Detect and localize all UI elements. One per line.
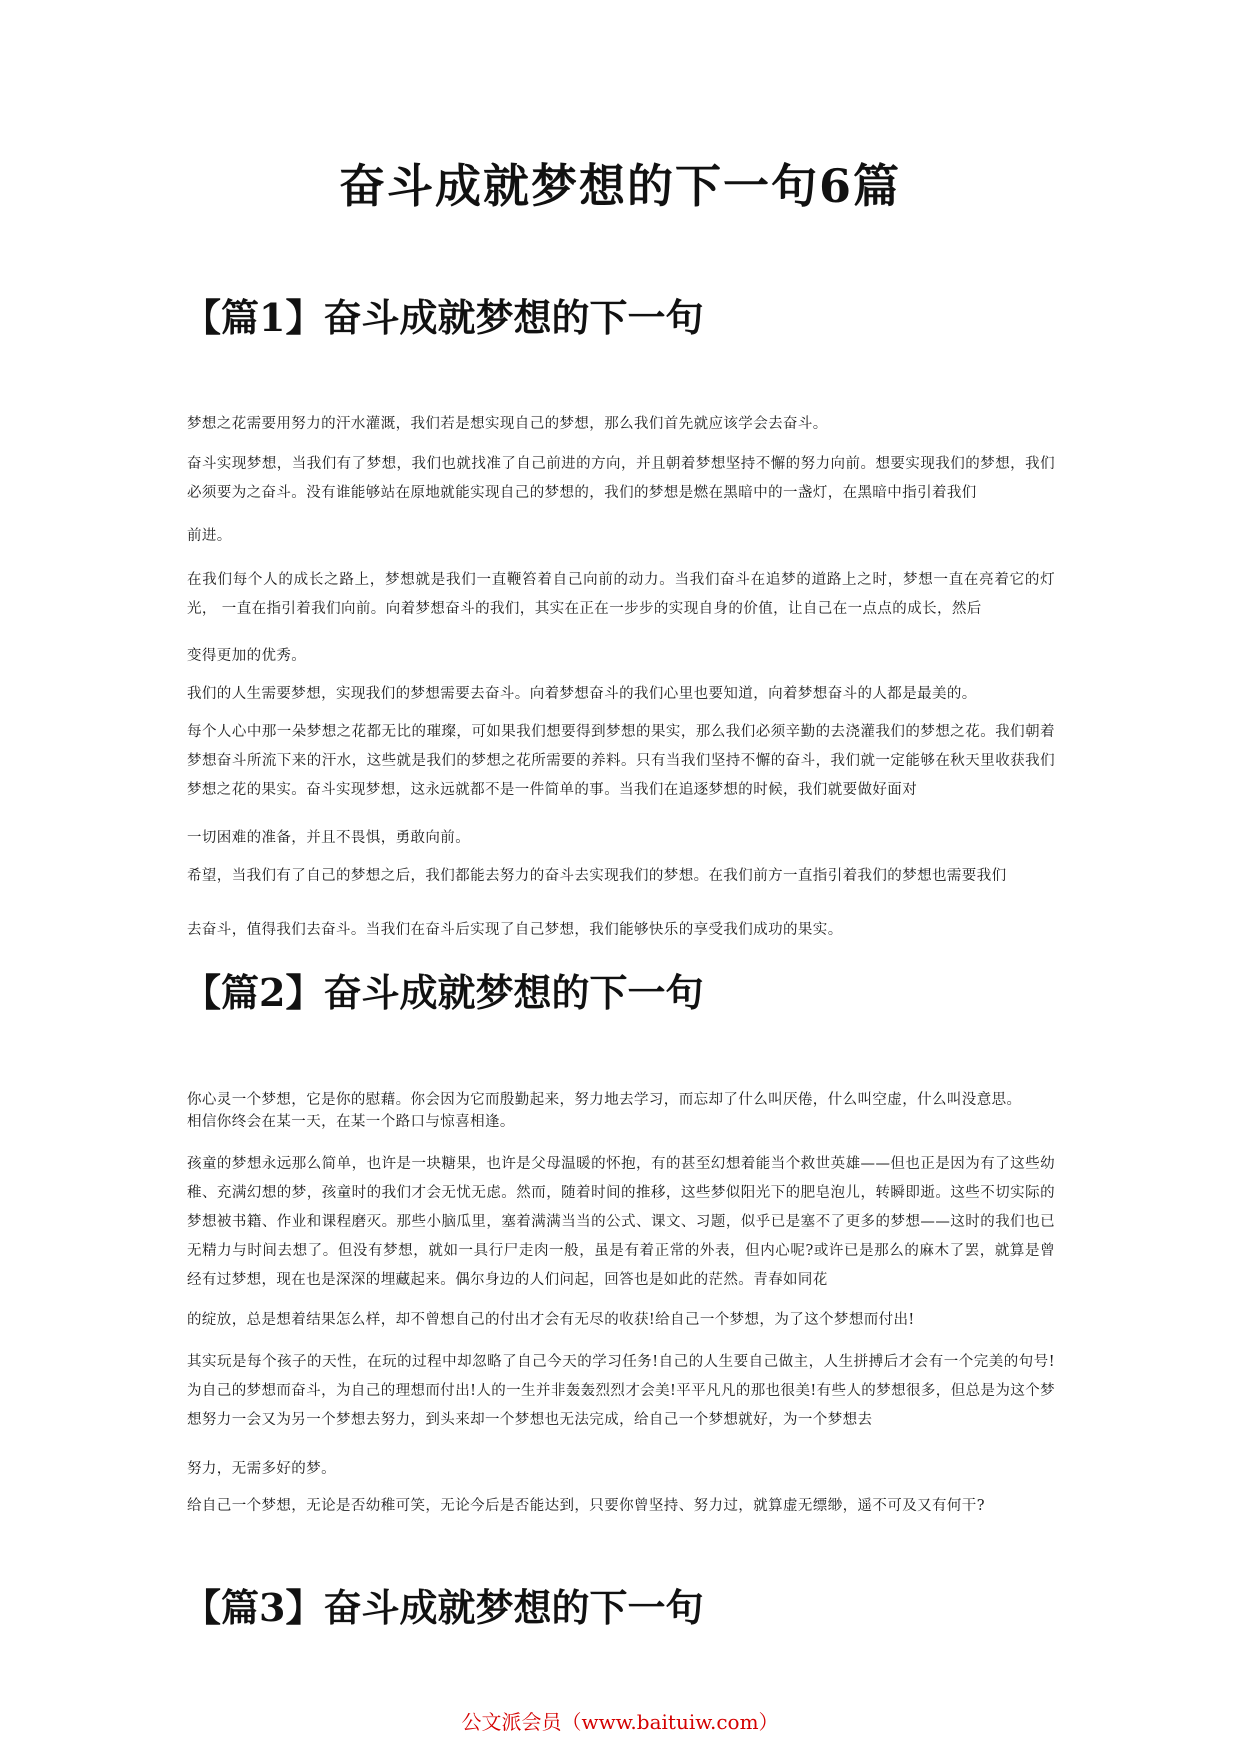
section-1-paragraph-5-tail: 一切困难的准备，并且不畏惧，勇敢向前。	[187, 830, 471, 846]
section-2-heading: 【篇2】奋斗成就梦想的下一句	[183, 970, 704, 1015]
section-1-paragraph-6-tail: 去奋斗，值得我们去奋斗。当我们在奋斗后实现了自己梦想，我们能够快乐的享受我们成功的果实。	[187, 922, 843, 938]
section-1-paragraph-2-tail: 前进。	[187, 528, 232, 544]
section-2-paragraph-3: 其实玩是每个孩子的天性，在玩的过程中却忽略了自己今天的学习任务!自己的人生要自己做主，人生拼搏后才会有一个完美的句号!为自己的梦想而奋斗，为自己的理想而付出!人的一生并非轰轰烈烈才会美!平平凡凡的那也很美!有些人的梦想很多，但总是为这个梦想努力一会又为另一个梦想去努力，到头来却一个梦想也无法完成，给自己一个梦想就好，为一个梦想去	[187, 1354, 1055, 1428]
section-1-paragraph-2: 奋斗实现梦想，当我们有了梦想，我们也就找准了自己前进的方向，并且朝着梦想坚持不懈的努力向前。想要实现我们的梦想，我们必须要为之奋斗。没有谁能够站在原地就能实现自己的梦想的，我们的梦想是燃在黑暗中的一盏灯，在黑暗中指引着我们	[187, 456, 1055, 501]
section-2-paragraph-3-tail: 努力，无需多好的梦。	[187, 1461, 336, 1477]
section-2-paragraph-1-line-2: 相信你终会在某一天，在某一个路口与惊喜相逢。	[187, 1114, 515, 1130]
section-1-heading: 【篇1】奋斗成就梦想的下一句	[183, 295, 704, 340]
section-1-paragraph-5: 每个人心中那一朵梦想之花都无比的璀璨，可如果我们想要得到梦想的果实，那么我们必须辛勤的去浇灌我们的梦想之花。我们朝着梦想奋斗所流下来的汗水，这些就是我们的梦想之花所需要的养料。只有当我们坚持不懈的奋斗，我们就一定能够在秋天里收获我们梦想之花的果实。奋斗实现梦想，这永远就都不是一件简单的事。当我们在追逐梦想的时候，我们就要做好面对	[187, 724, 1055, 798]
section-2-paragraph-2: 孩童的梦想永远那么简单，也许是一块糖果，也许是父母温暖的怀抱，有的甚至幻想着能当个救世英雄——但也正是因为有了这些幼稚、充满幻想的梦，孩童时的我们才会无忧无虑。然而，随着时间的推移，这些梦似阳光下的肥皂泡儿，转瞬即逝。这些不切实际的梦想被书籍、作业和课程磨灭。那些小脑瓜里，塞着满满当当的公式、课文、习题，似乎已是塞不了更多的梦想——这时的我们也已无精力与时间去想了。但没有梦想，就如一具行尸走肉一般，虽是有着正常的外表，但内心呢?或许已是那么的麻木了罢，就算是曾经有过梦想，现在也是深深的埋藏起来。偶尔身边的人们问起，回答也是如此的茫然。青春如同花	[187, 1156, 1055, 1288]
section-2-paragraph-2-tail: 的绽放，总是想着结果怎么样，却不曾想自己的付出才会有无尽的收获!给自己一个梦想，为了这个梦想而付出!	[187, 1312, 915, 1328]
section-1-paragraph-3: 在我们每个人的成长之路上，梦想就是我们一直鞭笞着自己向前的动力。当我们奋斗在追梦的道路上之时，梦想一直在亮着它的灯光， 一直在指引着我们向前。向着梦想奋斗的我们，其实在正在一步步的实现自身的价值，让自己在一点点的成长，然后	[187, 572, 1055, 617]
footer-watermark-text: 公文派会员（www.baituiw.com）	[461, 1710, 779, 1734]
section-2-paragraph-4: 给自己一个梦想，无论是否幼稚可笑，无论今后是否能达到，只要你曾坚持、努力过，就算虚无缥缈，遥不可及又有何干?	[187, 1498, 985, 1514]
section-1-paragraph-4: 我们的人生需要梦想，实现我们的梦想需要去奋斗。向着梦想奋斗的我们心里也要知道，向着梦想奋斗的人都是最美的。	[187, 686, 977, 702]
section-1-paragraph-6: 希望，当我们有了自己的梦想之后，我们都能去努力的奋斗去实现我们的梦想。在我们前方一直指引着我们的梦想也需要我们	[187, 868, 1007, 884]
section-3-heading: 【篇3】奋斗成就梦想的下一句	[183, 1585, 704, 1630]
section-1-paragraph-1: 梦想之花需要用努力的汗水灌溉，我们若是想实现自己的梦想，那么我们首先就应该学会去奋斗。	[187, 416, 828, 432]
document-title: 奋斗成就梦想的下一句6篇	[338, 159, 901, 213]
section-2-paragraph-1: 你心灵一个梦想，它是你的慰藉。你会因为它而殷勤起来，努力地去学习，而忘却了什么叫厌倦，什么叫空虚，什么叫没意思。	[187, 1092, 1022, 1108]
section-1-paragraph-3-tail: 变得更加的优秀。	[187, 648, 307, 664]
